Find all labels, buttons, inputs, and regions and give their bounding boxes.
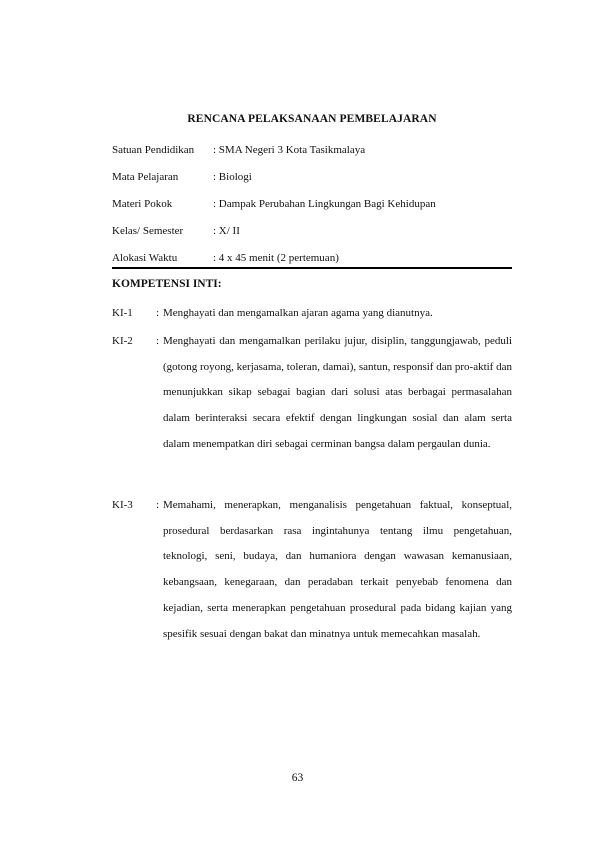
document-title: RENCANA PELAKSANAAN PEMBELAJARAN	[187, 113, 437, 125]
ki-colon: :	[156, 335, 160, 347]
section-heading: KOMPETENSI INTI:	[112, 278, 222, 290]
page-number: 63	[291, 772, 304, 784]
ki-text: Memahami, menerapkan, menganalisis pengetahuan faktual, konseptual, prosedural berdasarkan rasa ingintahunya tentang ilmu pengetahuan, teknologi, seni, budaya, dan humaniora dengan wawasan kemanusiaan, kebangsaan, kenegaraan, dan peradaban terkait penyebab fenomena dan kejadian, serta menerapkan pengetahuan prosedural pada bidang kajian yang spesifik sesuai dengan bakat dan minatnya untuk memecahkan masalah.	[163, 499, 512, 640]
meta-label: Kelas/ Semester	[112, 225, 184, 237]
meta-value: : Dampak Perubahan Lingkungan Bagi Kehidupan	[213, 198, 436, 210]
ki-code: KI-3	[112, 499, 133, 511]
ki-code: KI-2	[112, 335, 133, 347]
ki-colon: :	[156, 307, 160, 319]
meta-label: Materi Pokok	[112, 198, 173, 210]
meta-value: : Biologi	[213, 171, 252, 183]
ki-code: KI-1	[112, 307, 133, 319]
ki-text: Menghayati dan mengamalkan perilaku jujur, disiplin, tanggungjawab, peduli (gotong royong, kerjasama, toleran, damai), santun, responsif dan pro-aktif dan menunjukkan sikap sebagai bagian dari solusi atas berbagai permasalahan dalam berinteraksi secara efektif dengan lingkungan sosial dan alam serta dalam menempatkan diri sebagai cerminan bangsa dalam pergaulan dunia.	[163, 335, 512, 450]
meta-value: : X/ II	[213, 225, 240, 237]
header-divider	[112, 267, 512, 269]
ki-text: Menghayati dan mengamalkan ajaran agama yang dianutnya.	[163, 307, 433, 319]
meta-value: : SMA Negeri 3 Kota Tasikmalaya	[213, 144, 366, 156]
meta-label: Mata Pelajaran	[112, 171, 179, 183]
ki-colon: :	[156, 499, 160, 511]
meta-label: Satuan Pendidikan	[112, 144, 195, 156]
meta-label: Alokasi Waktu	[112, 252, 178, 264]
meta-value: : 4 x 45 menit (2 pertemuan)	[213, 252, 339, 264]
